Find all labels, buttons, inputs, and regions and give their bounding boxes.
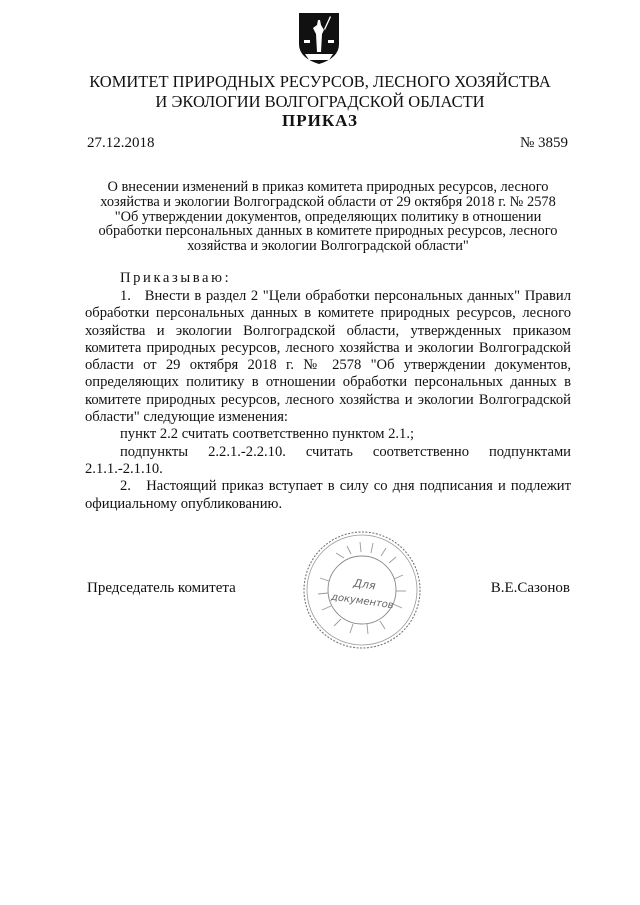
order-word: Приказываю: [120,270,232,286]
subject-line: О внесении изменений в приказ комитета природных ресурсов, лесного [107,179,549,195]
stamp-text: Для [352,576,377,593]
organization-name-line1: КОМИТЕТ ПРИРОДНЫХ РЕСУРСОВ, ЛЕСНОГО ХОЗЯЙСТВА [89,72,551,91]
body-change-1: пункт 2.2 считать соответственно пунктом 2.1.; [120,426,415,443]
stamp-text: документов [330,591,395,612]
body-item-2: 2. Настоящий приказ вступает в силу со дня подписания и подлежит официальному опубликованию. [85,478,571,512]
document-date: 27.12.2018 [87,135,155,151]
document-subject [85,180,571,254]
organization-name-line2: И ЭКОЛОГИИ ВОЛГОГРАДСКОЙ ОБЛАСТИ [155,92,485,111]
document-type: ПРИКАЗ [282,111,358,130]
signatory-name: В.Е.Сазонов [490,580,570,596]
coat-of-arms-icon [296,10,342,66]
subject-line: обработки персональных данных в комитете природных ресурсов, лесного [98,223,558,240]
body-item-1: 1. Внести в раздел 2 "Цели обработки персональных данных" Правил обработки персональных данных в комитете природных ресурсов, лесного хозяйства и экологии Волгоградской области, утвержденных приказом комитета природных ресурсов, лесного хозяйства и экологии Волгоградской области от 29 октября 2018 г. № 2578 "Об утверждении документов, определяющих политику в отношении обработки персональных данных в комитете природных ресурсов, лесного хозяйства и экологии Волгоградской области" следующие изменения: [85,288,571,426]
document-number: № 3859 [519,135,568,151]
subject-line: хозяйства и экологии Волгоградской области от 29 октября 2018 г. № 2578 [100,193,556,210]
document-body [85,288,571,513]
subject-line: "Об утверждении документов, определяющих политику в отношении [114,208,542,225]
body-change-2: подпункты 2.2.1.-2.2.10. считать соответственно подпунктами 2.1.1.-2.1.10. [85,443,571,477]
subject-line: хозяйства и экологии Волгоградской области" [187,238,469,255]
stamp-seal [300,528,424,652]
signatory-title: Председатель комитета [87,580,236,596]
